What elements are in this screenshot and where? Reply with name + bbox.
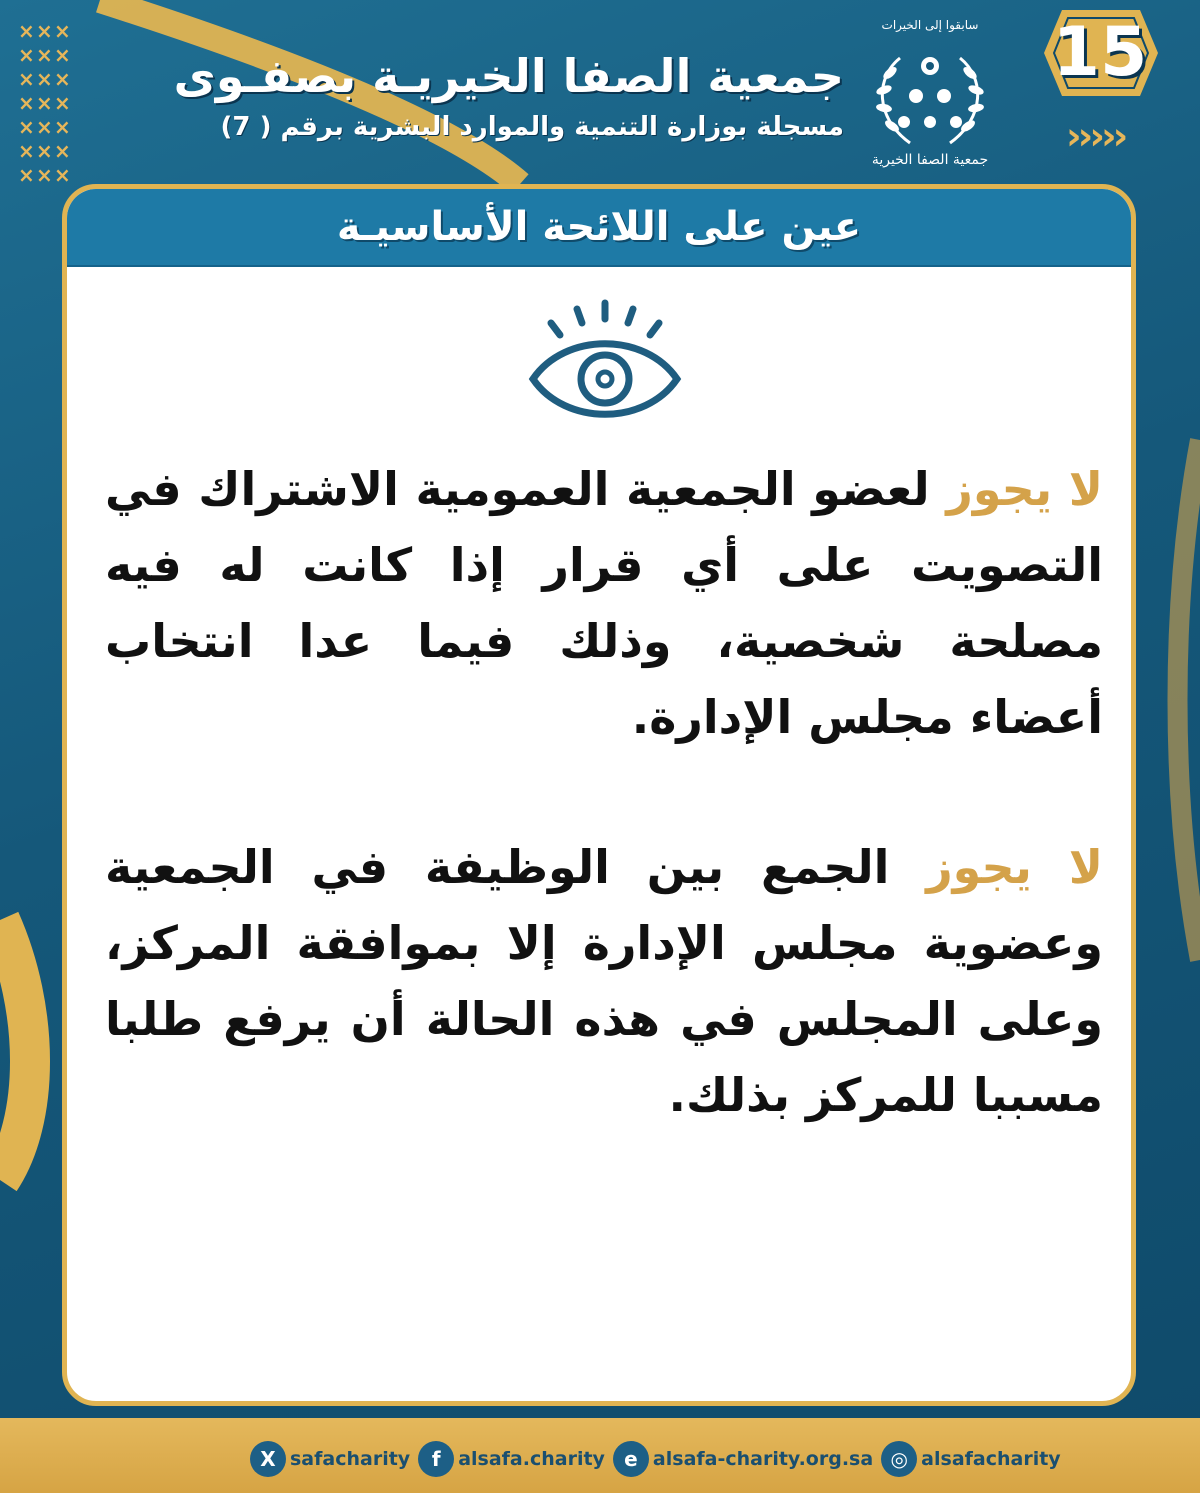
x-mark: × <box>36 91 53 115</box>
social-facebook-link[interactable] <box>418 1441 605 1477</box>
instagram-icon: ◎ <box>881 1441 917 1477</box>
decorative-x-pattern <box>18 19 74 187</box>
logo-caption: جمعية الصفا الخيرية <box>871 152 989 168</box>
social-links <box>250 1436 1061 1482</box>
content-card <box>62 184 1136 1406</box>
social-website-link[interactable] <box>613 1441 873 1477</box>
x-mark: × <box>18 115 35 139</box>
x-mark: × <box>54 115 71 139</box>
x-mark: × <box>36 67 53 91</box>
page-number: 15 <box>1052 13 1148 92</box>
x-mark: × <box>54 139 71 163</box>
social-handle: alsafa.charity <box>458 1448 605 1470</box>
highlight-phrase: لا يجوز <box>926 840 1103 894</box>
eye-icon <box>525 297 685 422</box>
website-url: alsafa-charity.org.sa <box>652 1448 874 1470</box>
x-mark: × <box>18 91 35 115</box>
highlight-phrase: لا يجوز <box>946 462 1103 516</box>
x-mark: × <box>18 43 35 67</box>
x-mark: × <box>36 19 53 43</box>
logo-motto: سابقوا إلى الخيرات <box>881 18 979 32</box>
regulation-paragraph-2 <box>105 829 1103 1133</box>
laurel-wreath-icon <box>860 18 1000 168</box>
web-icon: e <box>613 1441 649 1477</box>
x-mark: × <box>36 139 53 163</box>
x-mark: × <box>18 19 35 43</box>
social-handle: safacharity <box>290 1448 411 1470</box>
paragraph-text: الجمع بين الوظيفة في الجمعية وعضوية مجلس الإدارة إلا بموافقة المركز، وعلى المجلس في هذه الحالة أن يرفع طلبا مسببا للمركز بذلك. <box>105 840 1103 1122</box>
x-mark: × <box>36 115 53 139</box>
facebook-icon: f <box>418 1441 454 1477</box>
chevrons-decoration: ››››› <box>1066 114 1125 158</box>
x-mark: × <box>18 67 35 91</box>
organization-header <box>144 48 844 142</box>
x-mark: × <box>54 163 71 187</box>
x-icon: X <box>250 1441 286 1477</box>
social-x-link[interactable] <box>250 1441 410 1477</box>
x-mark: × <box>36 43 53 67</box>
x-mark: × <box>54 43 71 67</box>
organization-name: جمعية الصفا الخيريـة بصفـوى <box>173 49 844 103</box>
social-handle: alsafacharity <box>921 1448 1061 1470</box>
x-mark: × <box>18 139 35 163</box>
social-instagram-link[interactable] <box>881 1441 1061 1477</box>
paragraph-text: لعضو الجمعية العمومية الاشتراك في التصويت على أي قرار إذا كانت له فيه مصلحة شخصية، وذلك فيما عدا انتخاب أعضاء مجلس الإدارة. <box>105 462 1103 744</box>
registration-subtitle: مسجلة بوزارة التنمية والموارد البشرية برقم ( 7) <box>220 112 844 142</box>
card-title: عين على اللائحة الأساسيـة <box>336 204 862 250</box>
x-mark: × <box>54 67 71 91</box>
x-mark: × <box>54 19 71 43</box>
organization-logo <box>860 18 1000 168</box>
x-mark: × <box>18 163 35 187</box>
x-mark: × <box>54 91 71 115</box>
regulation-paragraph-1 <box>105 451 1103 755</box>
x-mark: × <box>36 163 53 187</box>
